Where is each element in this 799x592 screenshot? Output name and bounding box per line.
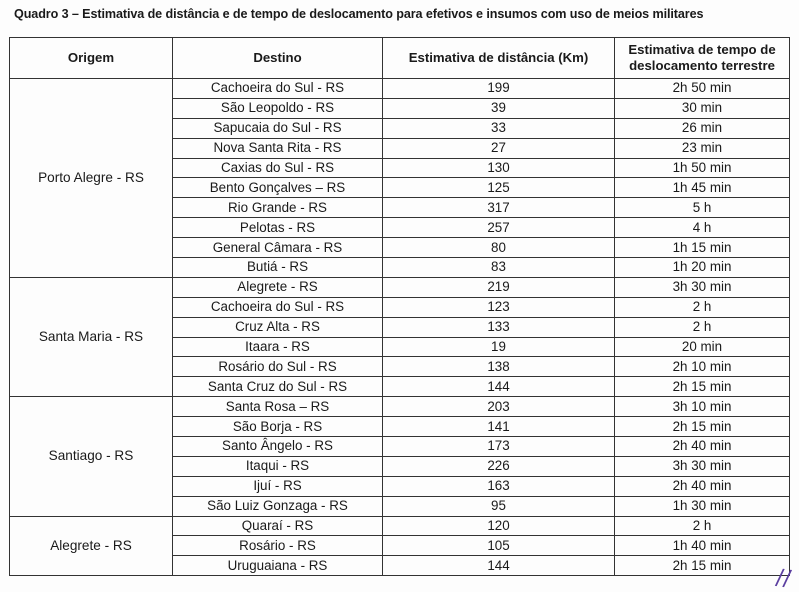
distancia-cell: 144 xyxy=(383,556,615,576)
tempo-cell: 1h 40 min xyxy=(615,536,790,556)
destino-cell: Itaara - RS xyxy=(173,337,383,357)
distancia-cell: 19 xyxy=(383,337,615,357)
tempo-cell: 1h 15 min xyxy=(615,238,790,258)
distancia-cell: 203 xyxy=(383,397,615,417)
destino-cell: Quaraí - RS xyxy=(173,516,383,536)
destino-cell: Nova Santa Rita - RS xyxy=(173,138,383,158)
destino-cell: Cachoeira do Sul - RS xyxy=(173,79,383,99)
distancia-cell: 138 xyxy=(383,357,615,377)
tempo-cell: 2h 15 min xyxy=(615,417,790,437)
distancia-cell: 33 xyxy=(383,118,615,138)
distancia-cell: 219 xyxy=(383,277,615,297)
header-origem: Origem xyxy=(10,38,173,79)
tempo-cell: 26 min xyxy=(615,118,790,138)
header-distancia: Estimativa de distância (Km) xyxy=(383,38,615,79)
origem-cell: Santa Maria - RS xyxy=(10,277,173,396)
tempo-cell: 20 min xyxy=(615,337,790,357)
destino-cell: Alegrete - RS xyxy=(173,277,383,297)
destino-cell: Rosário - RS xyxy=(173,536,383,556)
destino-cell: São Leopoldo - RS xyxy=(173,98,383,118)
tempo-cell: 2h 40 min xyxy=(615,476,790,496)
distancia-cell: 95 xyxy=(383,496,615,516)
distancia-cell: 39 xyxy=(383,98,615,118)
distancia-cell: 141 xyxy=(383,417,615,437)
origem-cell: Porto Alegre - RS xyxy=(10,79,173,278)
destino-cell: Pelotas - RS xyxy=(173,218,383,238)
distancia-cell: 105 xyxy=(383,536,615,556)
distancia-cell: 199 xyxy=(383,79,615,99)
header-destino: Destino xyxy=(173,38,383,79)
table-row xyxy=(10,79,790,99)
tempo-cell: 3h 30 min xyxy=(615,277,790,297)
distancia-cell: 173 xyxy=(383,437,615,457)
tempo-cell: 1h 45 min xyxy=(615,178,790,198)
destino-cell: Sapucaia do Sul - RS xyxy=(173,118,383,138)
tempo-cell: 23 min xyxy=(615,138,790,158)
table-caption: Quadro 3 – Estimativa de distância e de tempo de deslocamento para efetivos e insumos com uso de meios militares xyxy=(14,7,704,21)
origem-cell: Alegrete - RS xyxy=(10,516,173,576)
tempo-cell: 30 min xyxy=(615,98,790,118)
distancia-cell: 226 xyxy=(383,456,615,476)
distance-time-table xyxy=(9,37,790,576)
header-tempo-line1: Estimativa de tempo de xyxy=(628,42,776,57)
destino-cell: Cruz Alta - RS xyxy=(173,317,383,337)
destino-cell: Santa Cruz do Sul - RS xyxy=(173,377,383,397)
distancia-cell: 130 xyxy=(383,158,615,178)
destino-cell: Bento Gonçalves – RS xyxy=(173,178,383,198)
destino-cell: Rio Grande - RS xyxy=(173,198,383,218)
distancia-cell: 123 xyxy=(383,297,615,317)
tempo-cell: 2 h xyxy=(615,297,790,317)
destino-cell: Uruguaiana - RS xyxy=(173,556,383,576)
destino-cell: Butiá - RS xyxy=(173,258,383,278)
table-row xyxy=(10,277,790,297)
distancia-cell: 163 xyxy=(383,476,615,496)
destino-cell: Santa Rosa – RS xyxy=(173,397,383,417)
tempo-cell: 5 h xyxy=(615,198,790,218)
distancia-cell: 27 xyxy=(383,138,615,158)
distancia-cell: 83 xyxy=(383,258,615,278)
destino-cell: General Câmara - RS xyxy=(173,238,383,258)
tempo-cell: 2 h xyxy=(615,317,790,337)
destino-cell: Santo Ângelo - RS xyxy=(173,437,383,457)
destino-cell: Rosário do Sul - RS xyxy=(173,357,383,377)
destino-cell: São Borja - RS xyxy=(173,417,383,437)
tempo-cell: 2h 15 min xyxy=(615,556,790,576)
table-row xyxy=(10,397,790,417)
destino-cell: Itaqui - RS xyxy=(173,456,383,476)
table-row xyxy=(10,516,790,536)
tempo-cell: 2h 15 min xyxy=(615,377,790,397)
header-tempo xyxy=(615,38,790,79)
destino-cell: Cachoeira do Sul - RS xyxy=(173,297,383,317)
distancia-cell: 120 xyxy=(383,516,615,536)
tempo-cell: 2 h xyxy=(615,516,790,536)
distancia-cell: 133 xyxy=(383,317,615,337)
distancia-cell: 80 xyxy=(383,238,615,258)
tempo-cell: 4 h xyxy=(615,218,790,238)
destino-cell: São Luiz Gonzaga - RS xyxy=(173,496,383,516)
distancia-cell: 317 xyxy=(383,198,615,218)
distancia-cell: 125 xyxy=(383,178,615,198)
tempo-cell: 1h 50 min xyxy=(615,158,790,178)
destino-cell: Caxias do Sul - RS xyxy=(173,158,383,178)
tempo-cell: 2h 10 min xyxy=(615,357,790,377)
distancia-cell: 257 xyxy=(383,218,615,238)
tempo-cell: 1h 30 min xyxy=(615,496,790,516)
origem-cell: Santiago - RS xyxy=(10,397,173,516)
tempo-cell: 2h 50 min xyxy=(615,79,790,99)
tempo-cell: 1h 20 min xyxy=(615,258,790,278)
header-row xyxy=(10,38,790,79)
tempo-cell: 3h 10 min xyxy=(615,397,790,417)
handwritten-mark: // xyxy=(774,565,793,592)
tempo-cell: 2h 40 min xyxy=(615,437,790,457)
header-tempo-line2: deslocamento terrestre xyxy=(629,58,775,73)
distancia-cell: 144 xyxy=(383,377,615,397)
tempo-cell: 3h 30 min xyxy=(615,456,790,476)
destino-cell: Ijuí - RS xyxy=(173,476,383,496)
